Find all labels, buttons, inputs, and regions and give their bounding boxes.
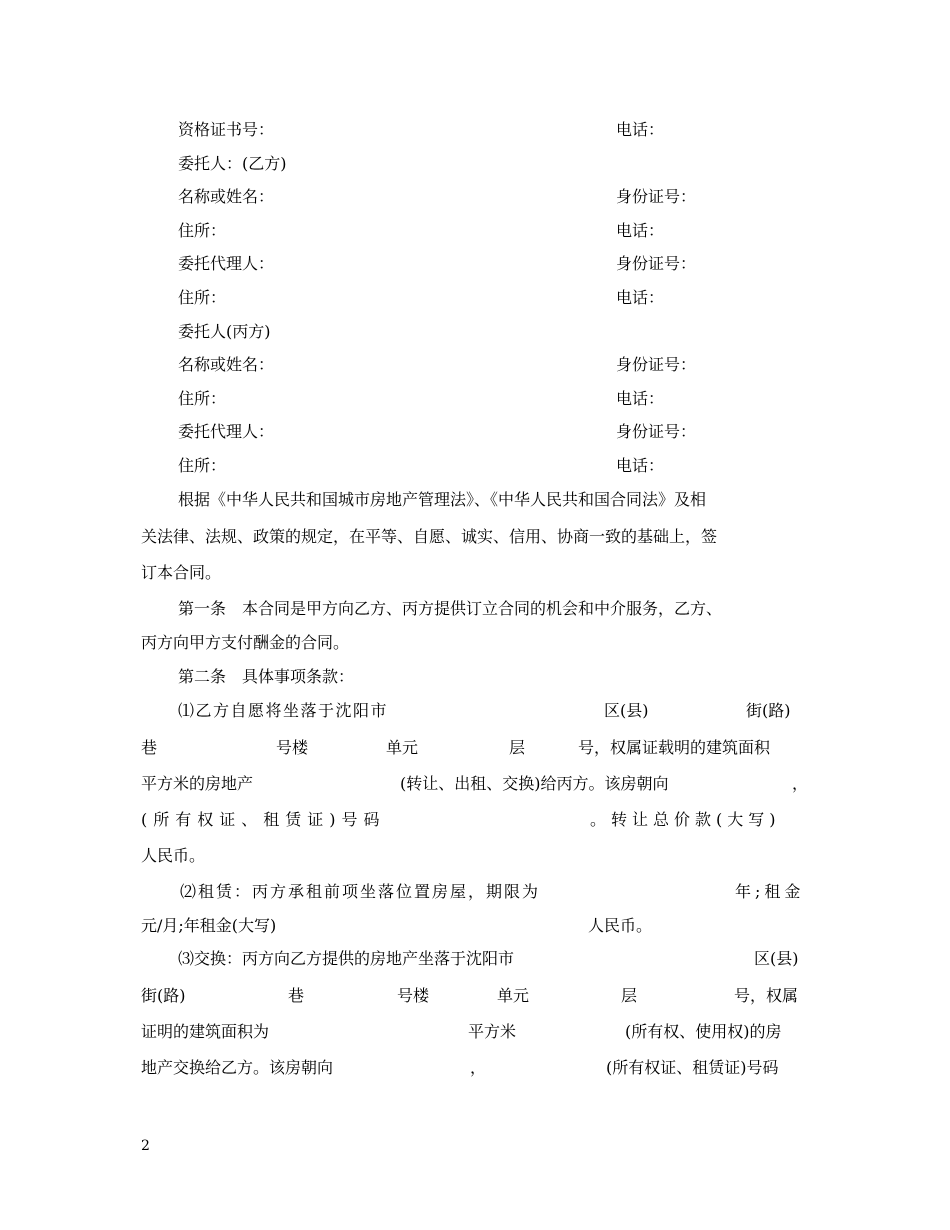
phone-label: 电话： <box>616 221 665 240</box>
clause-3-text: 巷 <box>288 986 305 1005</box>
clause-1-text: 号，权属证载明的建筑面积 <box>578 738 771 757</box>
name-label: 名称或姓名： <box>178 355 275 374</box>
clause-3-text: (所有权证、租赁证)号码 <box>606 1058 779 1077</box>
clause-3-text: 区(县) <box>754 949 799 968</box>
phone-label: 电话： <box>616 288 665 307</box>
clause-3-text: ⑶交换：丙方向乙方提供的房地产坐落于沈阳市 <box>178 949 515 968</box>
clause-1-text: 人民币。 <box>141 846 206 865</box>
clause-3-text: 号楼 <box>397 986 430 1005</box>
address-label: 住所： <box>178 221 227 240</box>
clause-1-text: 。转让总价款(大写) <box>590 810 781 829</box>
qualification-cert-label: 资格证书号： <box>178 120 275 139</box>
party-b-heading: 委托人：(乙方) <box>178 154 287 173</box>
name-label: 名称或姓名： <box>178 187 275 206</box>
page-number: 2 <box>141 1138 150 1154</box>
clause-2-text: ⑵租赁：丙方承租前项坐落位置房屋，期限为 <box>180 882 541 901</box>
preamble-line: 根据《中华人民共和国城市房地产管理法》、《中华人民共和国合同法》及相 <box>178 490 707 509</box>
article-2-heading: 第二条 具体事项条款： <box>178 667 355 686</box>
clause-3-text: 证明的建筑面积为 <box>141 1022 270 1041</box>
clause-3-text: 号，权属 <box>734 986 799 1005</box>
phone-label: 电话： <box>616 389 665 408</box>
clause-1-text: 号楼 <box>276 738 309 757</box>
article-1-line: 丙方向甲方支付酬金的合同。 <box>141 633 350 652</box>
clause-1-text: 平方米的房地产 <box>141 774 254 793</box>
clause-3-text: 层 <box>621 986 638 1005</box>
clause-1-text: (转让、出租、交换)给丙方。该房朝向 <box>400 774 669 793</box>
address-label: 住所： <box>178 288 227 307</box>
clause-3-text: (所有权、使用权)的房 <box>625 1022 782 1041</box>
address-label: 住所： <box>178 389 227 408</box>
clause-2-text: 年;租金 <box>735 882 805 901</box>
clause-3-text: 单元 <box>497 986 530 1005</box>
clause-3-text: 地产交换给乙方。该房朝向 <box>141 1058 334 1077</box>
phone-label: 电话： <box>616 456 665 475</box>
article-1-line: 第一条 本合同是甲方向乙方、丙方提供订立合同的机会和中介服务，乙方、 <box>178 599 723 618</box>
party-c-heading: 委托人(丙方) <box>178 322 271 341</box>
preamble-line: 关法律、法规、政策的规定，在平等、自愿、诚实、信用、协商一致的基础上，签 <box>141 527 718 546</box>
clause-1-text: (所有权证、租赁证)号码 <box>141 810 386 829</box>
preamble-line: 订本合同。 <box>141 563 222 582</box>
clause-1-text: ， <box>792 774 809 793</box>
agent-label: 委托代理人： <box>178 422 275 441</box>
clause-1-text: 单元 <box>386 738 419 757</box>
clause-1-text: ⑴乙方自愿将坐落于沈阳市 <box>178 701 389 720</box>
id-number-label: 身份证号： <box>616 187 697 206</box>
clause-1-text: 区(县) <box>604 701 649 720</box>
clause-2-text: 人民币。 <box>588 916 653 935</box>
agent-label: 委托代理人： <box>178 254 275 273</box>
id-number-label: 身份证号： <box>616 254 697 273</box>
clause-3-text: ， <box>470 1058 487 1077</box>
clause-1-text: 层 <box>509 738 526 757</box>
clause-2-text: 元/月;年租金(大写) <box>141 916 277 935</box>
phone-label: 电话： <box>616 120 665 139</box>
clause-1-text: 巷 <box>141 738 158 757</box>
id-number-label: 身份证号： <box>616 355 697 374</box>
clause-1-text: 街(路) <box>746 701 791 720</box>
clause-3-text: 平方米 <box>468 1022 517 1041</box>
id-number-label: 身份证号： <box>616 422 697 441</box>
address-label: 住所： <box>178 456 227 475</box>
clause-3-text: 街(路) <box>141 986 186 1005</box>
